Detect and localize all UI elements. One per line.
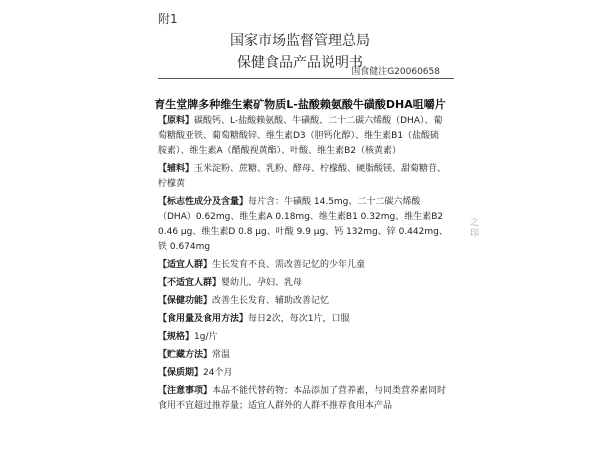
section-text: 1g/片	[194, 332, 218, 342]
section-label: 【保健功能】	[158, 296, 213, 306]
section-label: 【适宜人群】	[158, 260, 213, 270]
product-name: 育生堂牌多种维生素矿物质L-盐酸赖氨酸牛磺酸DHA咀嚼片	[154, 98, 446, 111]
section-cautions	[158, 384, 448, 414]
section-text: 生长发育不良、需改善记忆的少年儿童	[212, 260, 366, 270]
section-excipients	[158, 162, 448, 192]
section-text: 常温	[212, 350, 231, 360]
section-label: 【标志性成分及含量】	[158, 197, 249, 207]
section-label: 【注意事项】	[158, 386, 213, 396]
section-markers	[158, 195, 448, 255]
section-text: 每片含：牛磺酸 14.5mg、二十二碳六烯酸（DHA）0.62mg、维生素A 0.18mg、维生素B1 0.32mg、维生素B2 0.46 μg、维生素D 0.8 μg、叶酸 9.9 μg、钙 132mg、锌 0.442mg、铁 0.674mg	[158, 197, 448, 252]
section-storage	[158, 348, 448, 363]
section-text: 本品不能代替药物；本品添加了营养素，与同类营养素同时食用不宜超过推荐量；适宜人群外的人群不推荐食用本产品	[158, 386, 447, 411]
section-label: 【不适宜人群】	[158, 278, 222, 288]
section-shelf-life	[158, 366, 448, 381]
section-label: 【辅料】	[158, 164, 195, 174]
section-function	[158, 294, 448, 309]
section-label: 【原料】	[158, 116, 195, 126]
issuing-organization: 国家市场监督管理总局	[230, 33, 370, 49]
section-text: 每日2次，每次1片，口服	[248, 314, 350, 324]
section-label: 【规格】	[158, 332, 195, 342]
section-spec	[158, 330, 448, 345]
attachment-label: 附1	[158, 12, 178, 26]
section-text: 24个月	[203, 368, 233, 378]
section-label: 【贮藏方法】	[158, 350, 213, 360]
header-divider	[158, 78, 454, 79]
section-label: 【食用量及食用方法】	[158, 314, 249, 324]
seal-stamp: 之印	[470, 218, 480, 239]
section-dosage	[158, 312, 448, 327]
section-ingredients	[158, 114, 448, 159]
document-title: 保健食品产品说明书	[237, 55, 363, 71]
section-suitable	[158, 258, 448, 273]
section-text: 改善生长发育、辅助改善记忆	[212, 296, 330, 306]
section-unsuitable	[158, 276, 448, 291]
section-text: 婴幼儿、孕妇、乳母	[221, 278, 303, 288]
section-list	[158, 114, 448, 417]
section-label: 【保质期】	[158, 368, 204, 378]
section-text: 碳酸钙、L-盐酸赖氨酸、牛磺酸、二十二碳六烯酸（DHA）、葡萄糖酸亚铁、葡萄糖酸锌、维生素D3（胆钙化醇）、维生素B1（盐酸硫胺素）、维生素A（醋酸视黄酯）、叶酸、维生素B2（核黄素）	[158, 116, 443, 156]
section-text: 玉米淀粉、蔗糖、乳粉、酵母、柠檬酸、硬脂酸镁、甜菊糖苷、柠檬黄	[158, 164, 447, 189]
approval-number: 国食健注G20060658	[351, 67, 440, 77]
